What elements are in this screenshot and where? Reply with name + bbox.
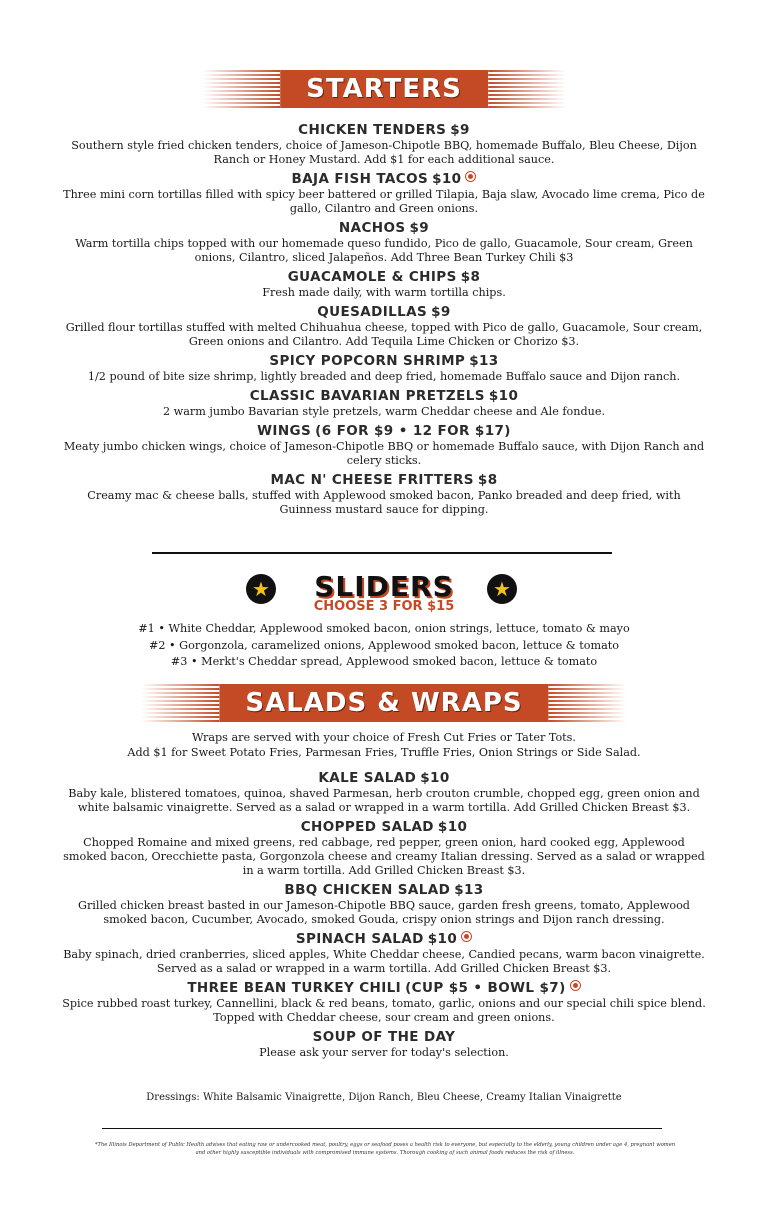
- menu-item-name: MAC N' CHEESE FRITTERS: [270, 472, 474, 488]
- menu-item-name: KALE SALAD: [318, 770, 417, 786]
- vegetarian-icon: [465, 171, 476, 182]
- menu-item-description: Fresh made daily, with warm tortilla chips.: [262, 286, 506, 299]
- starters-section: [0, 122, 768, 521]
- wraps-intro: [0, 730, 768, 760]
- menu-item-title: [0, 122, 768, 139]
- menu-item-name: SPICY POPCORN SHRIMP: [269, 353, 466, 369]
- salads-title: SALADS & WRAPS: [219, 684, 548, 722]
- menu-item-price: $10: [432, 171, 462, 187]
- menu-item-description: 1/2 pound of bite size shrimp, lightly breaded and deep fried, homemade Buffalo sauce and Dijon ranch.: [87, 370, 681, 383]
- banner-stripes-left: [202, 70, 280, 108]
- menu-item-name: NACHOS: [338, 220, 406, 236]
- menu-item-name: CLASSIC BAVARIAN PRETZELS: [249, 388, 485, 404]
- menu-item-title: [0, 220, 768, 237]
- menu-item-price: $9: [431, 304, 451, 320]
- menu-item-price: (CUP $5 • BOWL $7): [405, 980, 566, 996]
- menu-item: [0, 220, 768, 265]
- menu-item-price: $13: [454, 882, 484, 898]
- vegetarian-icon: [461, 931, 472, 942]
- menu-item-description: Grilled chicken breast basted in our Jameson-Chipotle BBQ sauce, garden fresh greens, tomato, Applewood smoked bacon, Cucumber, Avocado, smoked Gouda, crispy onion strings and Dijon ranch dressing.: [78, 899, 690, 926]
- salads-banner: [141, 684, 626, 722]
- menu-item-description: Three mini corn tortillas filled with spicy beer battered or grilled Tilapia, Baja slaw, Avocado lime crema, Pico de gallo, Cilantro and Green onions.: [63, 188, 705, 215]
- menu-item: [0, 980, 768, 1025]
- sliders-title: SLIDERS: [314, 570, 454, 603]
- starters-banner: [202, 70, 566, 108]
- menu-item-name: SPINACH SALAD: [295, 931, 424, 947]
- menu-item: [0, 931, 768, 976]
- menu-item-description: Creamy mac & cheese balls, stuffed with Applewood smoked bacon, Panko breaded and deep fried, with Guinness mustard sauce for dipping.: [87, 489, 681, 516]
- menu-item-price: $8: [477, 472, 498, 488]
- menu-item-name: CHOPPED SALAD: [300, 819, 434, 835]
- menu-item: [0, 353, 768, 384]
- salads-section: [0, 730, 768, 1064]
- menu-item-description: Chopped Romaine and mixed greens, red cabbage, red pepper, green onion, hard cooked egg, Applewood smoked bacon, Orecchiette pasta, Gorgonzola cheese and creamy Italian dressing. Served as a salad or wrapped in a warm tortilla. Add Grilled Chicken Breast $3.: [63, 836, 705, 877]
- wraps-intro-line: Add $1 for Sweet Potato Fries, Parmesan Fries, Truffle Fries, Onion Strings or Side Salad.: [127, 746, 641, 759]
- menu-item: [0, 472, 768, 517]
- menu-item-description: Baby kale, blistered tomatoes, quinoa, shaved Parmesan, herb crouton crumble, chopped egg, green onion and white balsamic vinaigrette. Served as a salad or wrapped in a warm tortilla. Add Grilled Chicken Breast $3.: [68, 787, 700, 814]
- menu-item: [0, 171, 768, 216]
- menu-item-title: [0, 1029, 768, 1046]
- menu-item-name: CHICKEN TENDERS: [298, 122, 447, 138]
- menu-item: [0, 1029, 768, 1060]
- menu-item-name: BBQ CHICKEN SALAD: [284, 882, 451, 898]
- menu-item-description: Please ask your server for today's selection.: [259, 1046, 509, 1059]
- menu-item-title: [0, 770, 768, 787]
- menu-item-price: $10: [420, 770, 450, 786]
- banner-stripes-left: [141, 684, 219, 722]
- menu-item-name: GUACAMOLE & CHIPS: [287, 269, 457, 285]
- menu-item-description: Warm tortilla chips topped with our homemade queso fundido, Pico de gallo, Guacamole, Sour cream, Green onions, Cilantro, sliced Jalapeños. Add Three Bean Turkey Chili $3: [75, 237, 693, 264]
- menu-item-price: $13: [469, 353, 499, 369]
- menu-item-name: SOUP OF THE DAY: [312, 1029, 456, 1045]
- menu-item-description: 2 warm jumbo Bavarian style pretzels, warm Cheddar cheese and Ale fondue.: [162, 405, 605, 418]
- sliders-subtitle: CHOOSE 3 FOR $15: [313, 599, 455, 614]
- divider: [152, 552, 612, 554]
- menu-item-description: Meaty jumbo chicken wings, choice of Jameson-Chipotle BBQ or homemade Buffalo sauce, with Dijon Ranch and celery sticks.: [63, 440, 705, 467]
- vegetarian-icon: [570, 980, 581, 991]
- menu-item-price: $10: [437, 819, 468, 835]
- slider-option: #3 • Merkt's Cheddar spread, Applewood smoked bacon, lettuce & tomato: [170, 655, 598, 668]
- menu-item-title: [0, 171, 768, 188]
- wraps-intro-line: Wraps are served with your choice of Fresh Cut Fries or Tater Tots.: [192, 731, 576, 744]
- slider-option: #1 • White Cheddar, Applewood smoked bacon, onion strings, lettuce, tomato & mayo: [138, 622, 630, 635]
- menu-item: [0, 122, 768, 167]
- slider-options: [0, 621, 768, 671]
- menu-item-title: [0, 388, 768, 405]
- menu-item-description: Southern style fried chicken tenders, choice of Jameson-Chipotle BBQ, homemade Buffalo, Bleu Cheese, Dijon Ranch or Honey Mustard. Add $1 for each additional sauce.: [71, 139, 697, 166]
- star-icon: ★: [246, 574, 276, 604]
- menu-item: [0, 819, 768, 878]
- menu-item-name: THREE BEAN TURKEY CHILI: [187, 980, 402, 996]
- menu-item: [0, 770, 768, 815]
- dressings-note: Dressings: White Balsamic Vinaigrette, Dijon Ranch, Bleu Cheese, Creamy Italian Vinaigrette: [146, 1092, 622, 1103]
- menu-item-title: [0, 980, 768, 997]
- menu-item-title: [0, 423, 768, 440]
- menu-item: [0, 388, 768, 419]
- menu-item-description: Spice rubbed roast turkey, Cannellini, black & red beans, tomato, garlic, onions and our special chili spice blend. Topped with Cheddar cheese, sour cream and green onions.: [62, 997, 706, 1024]
- salads-list: [0, 770, 768, 1060]
- menu-item-title: [0, 304, 768, 321]
- menu-item-name: QUESADILLAS: [317, 304, 428, 320]
- menu-item-title: [0, 269, 768, 286]
- slider-option: #2 • Gorgonzola, caramelized onions, Applewood smoked bacon, lettuce & tomato: [148, 638, 619, 652]
- menu-item: [0, 304, 768, 349]
- menu-item-description: Baby spinach, dried cranberries, sliced apples, White Cheddar cheese, Candied pecans, warm bacon vinaigrette. Served as a salad or wrapped in a warm tortilla. Add Grilled Chicken Breast $3.: [63, 948, 705, 975]
- banner-stripes-right: [488, 70, 566, 108]
- menu-item: [0, 882, 768, 927]
- starters-title: STARTERS: [280, 70, 488, 108]
- divider: [102, 1128, 662, 1129]
- banner-stripes-right: [549, 684, 627, 722]
- menu-item-title: [0, 882, 768, 899]
- menu-item-price: $8: [460, 269, 481, 285]
- menu-item-title: [0, 819, 768, 836]
- star-icon: ★: [487, 574, 517, 604]
- menu-item-name: WINGS: [257, 423, 312, 439]
- menu-item-price: $9: [409, 220, 430, 236]
- menu-item: [0, 423, 768, 468]
- menu-item: [0, 269, 768, 300]
- menu-item-name: BAJA FISH TACOS: [291, 171, 429, 187]
- menu-item-price: $9: [450, 122, 470, 138]
- menu-item-price: $10: [427, 931, 458, 947]
- menu-item-title: [0, 472, 768, 489]
- menu-item-title: [0, 353, 768, 370]
- menu-item-description: Grilled flour tortillas stuffed with melted Chihuahua cheese, topped with Pico de gallo, Guacamole, Sour cream, Green onions and Cilantro. Add Tequila Lime Chicken or Chorizo $3.: [65, 321, 703, 348]
- menu-item-price: (6 FOR $9 • 12 FOR $17): [315, 423, 511, 439]
- menu-item-price: $10: [488, 388, 519, 404]
- menu-item-title: [0, 931, 768, 948]
- health-disclaimer: *The Illinois Department of Public Health advises that eating raw or undercooked meat, poultry, eggs or seafood poses a health risk to everyone, but especially to the elderly, young children under age 4, pregnant women and other highly susceptible individuals with compromised immune systems. Thorough cooking of such animal foods reduces the risk of illness.: [94, 1142, 676, 1156]
